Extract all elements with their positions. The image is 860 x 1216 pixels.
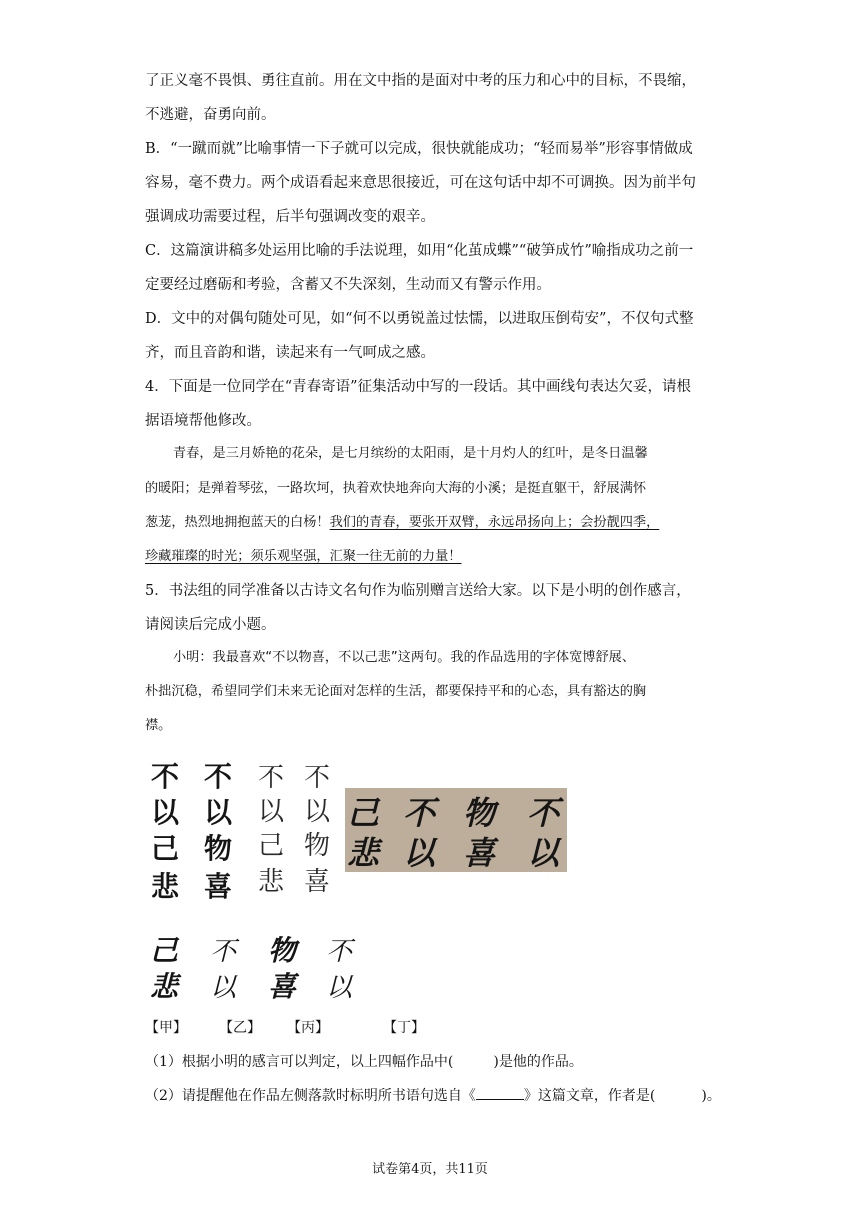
underlined-sentence: 我们的青春，要张开双臂，永远昂扬向上；会扮靓四季， (329, 515, 660, 530)
youth-passage (145, 540, 720, 574)
sub-question-1 (145, 1045, 720, 1079)
option-b-text: 容易，毫不费力。两个成语看起来意思很接近，可在这句话中却不可调换。因为前半句 (145, 175, 696, 191)
underlined-sentence: 珍藏璀璨的时光；须乐观坚强，汇聚一往无前的力量！ (145, 549, 462, 564)
bing-char: 悲 (347, 834, 380, 872)
jia-char: 不 (204, 760, 233, 793)
label-jia: 【甲】 (145, 1020, 187, 1036)
bing-char: 不 (403, 794, 436, 832)
title-blank[interactable] (476, 1085, 524, 1100)
jia-char: 物 (204, 832, 233, 865)
jia-char: 不 (151, 760, 180, 793)
youth-passage: 的暖阳；是弹着琴弦，一路坎坷，执着欢快地奔向大海的小溪；是挺直躯干，舒展满怀 (145, 481, 647, 496)
xiaoming-remark: 小明：我最喜欢“不以物喜，不以己悲”这两句。我的作品选用的字体宽博舒展、 (173, 650, 636, 665)
ding-char: 不 (210, 937, 237, 967)
ding-char: 悲 (150, 970, 179, 1003)
yi-char: 以 (304, 797, 331, 827)
answer-text-line: 了正义毫不畏惧、勇往直前。用在文中指的是面对中考的压力和心中的目标，不畏缩， (145, 73, 696, 89)
sub-question-1-end: )是他的作品。 (493, 1054, 583, 1070)
option-d-text: D．文中的对偶句随处可见，如“何不以勇锐盖过怯懦，以进取压倒苟安”，不仅句式整 (145, 311, 694, 327)
ding-char: 物 (268, 934, 297, 967)
yi-char: 不 (258, 763, 285, 793)
calligraphy-yi (256, 760, 348, 900)
bing-char: 喜 (463, 834, 496, 872)
jia-char: 以 (204, 796, 233, 829)
option-c-text: 定要经过磨砺和考验，含蓄又不失深刻，生动而又有警示作用。 (145, 277, 551, 293)
sub-question-2 (145, 1079, 720, 1113)
sub-question-2-start: （2）请提醒他在作品左侧落款时标明所书语句选自《 (145, 1088, 476, 1104)
answer-text-line: 不逃避，奋勇向前。 (145, 107, 276, 123)
bing-char: 己 (347, 794, 380, 832)
ding-char: 喜 (268, 970, 297, 1003)
label-bing: 【丙】 (287, 1020, 329, 1036)
youth-passage: 青春，是三月娇艳的花朵，是七月缤纷的太阳雨，是十月灼人的红叶，是冬日温馨 (173, 446, 648, 461)
ding-char: 以 (210, 973, 237, 1003)
calligraphy-bing-canvas (345, 788, 567, 872)
yi-char: 喜 (304, 867, 331, 897)
ding-char: 以 (326, 973, 353, 1003)
bing-char: 以 (403, 834, 436, 872)
jia-char: 悲 (151, 870, 180, 903)
xiaoming-remark: 襟。 (145, 718, 172, 733)
jia-char: 以 (151, 796, 180, 829)
yi-char: 不 (304, 763, 331, 793)
yi-char: 以 (258, 797, 285, 827)
page-footer: 试卷第4页，共11页 (372, 1162, 488, 1177)
bing-char: 以 (527, 834, 560, 872)
sub-question-1-start: （1）根据小明的感言可以判定，以上四幅作品中( (145, 1054, 454, 1070)
bing-char: 物 (463, 794, 496, 832)
option-c-text: C．这篇演讲稿多处运用比喻的手法说理，如用“化茧成蝶”“破笋成竹”喻指成功之前一 (145, 243, 694, 259)
jia-char: 喜 (204, 870, 233, 903)
sub-question-2-end: )。 (701, 1088, 721, 1104)
question-4-text: 4．下面是一位同学在“青春寄语”征集活动中写的一段话。其中画线句表达欠妥，请根 (145, 379, 692, 395)
calligraphy-jia (148, 758, 248, 908)
sub-question-2-mid: 》这篇文章，作者是( (523, 1088, 656, 1104)
question-4-text: 据语境帮他修改。 (145, 413, 261, 429)
calligraphy-bing (345, 788, 567, 872)
yi-char: 己 (258, 831, 285, 861)
question-5-text: 5．书法组的同学准备以古诗文名句作为临别赠言送给大家。以下是小明的创作感言， (145, 583, 691, 599)
xiaoming-remark: 朴拙沉稳，希望同学们未来无论面对怎样的生活，都要保持平和的心态，具有豁达的胸 (145, 684, 647, 699)
yi-char: 物 (304, 831, 331, 861)
option-d-text: 齐，而且音韵和谐，读起来有一气呵成之感。 (145, 345, 435, 361)
calligraphy-ding (148, 928, 368, 1004)
youth-passage (145, 506, 720, 540)
label-yi: 【乙】 (219, 1020, 261, 1036)
option-b-text: 强调成功需要过程，后半句强调改变的艰辛。 (145, 209, 435, 225)
ding-char: 不 (326, 937, 353, 967)
ding-char: 己 (150, 934, 179, 967)
label-ding: 【丁】 (383, 1020, 425, 1036)
question-5-text: 请阅读后完成小题。 (145, 617, 276, 633)
yi-char: 悲 (258, 867, 285, 897)
jia-char: 己 (151, 832, 180, 865)
bing-char: 不 (527, 794, 560, 832)
youth-passage-plain: 葱茏，热烈地拥抱蓝天的白杨！ (145, 515, 330, 530)
option-b-text: B．“一蹴而就”比喻事情一下子就可以完成，很快就能成功；“轻而易举”形容事情做成 (145, 141, 693, 157)
